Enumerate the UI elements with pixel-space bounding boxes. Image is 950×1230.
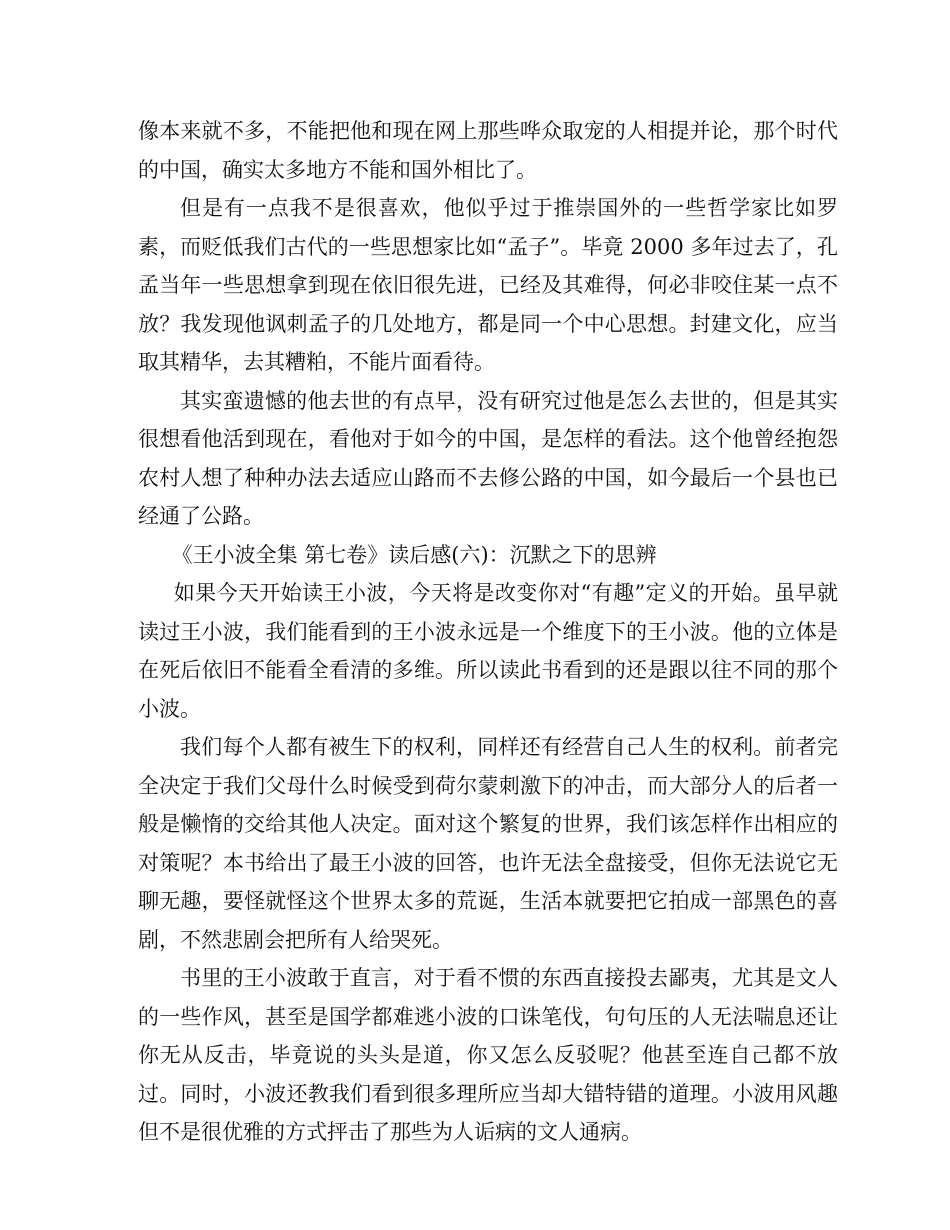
section-title: 《王小波全集 第七卷》读后感(六)：沉默之下的思辨 [171, 542, 657, 567]
paragraph-4: 如果今天开始读王小波，今天将是改变你对“有趣”定义的开始。虽早就读过王小波，我们能看到的王小波永远是一个维度下的王小波。他的立体是在死后依旧不能看全看清的多维。所以读此书看到的还是跟以往不同的那个小波。 [138, 581, 838, 721]
document-body [138, 112, 838, 1152]
paragraph-5: 我们每个人都有被生下的权利，同样还有经营自己人生的权利。前者完全决定于我们父母什么时候受到荷尔蒙刺激下的冲击，而大部分人的后者一般是懒惰的交给其他人决定。面对这个繁复的世界，我们该怎样作出相应的对策呢？本书给出了最王小波的回答，也许无法全盘接受，但你无法说它无聊无趣，要怪就怪这个世界太多的荒诞，生活本就要把它拍成一部黑色的喜剧，不然悲剧会把所有人给哭死。 [138, 735, 838, 952]
paragraph-3: 其实蛮遗憾的他去世的有点早，没有研究过他是怎么去世的，但是其实很想看他活到现在，看他对于如今的中国，是怎样的看法。这个他曾经抱怨农村人想了种种办法去适应山路而不去修公路的中国，如今最后一个县也已经通了公路。 [138, 388, 838, 528]
paragraph-1: 像本来就不多，不能把他和现在网上那些哗众取宠的人相提并论，那个时代的中国，确实太多地方不能和国外相比了。 [138, 119, 838, 182]
paragraph-2: 但是有一点我不是很喜欢，他似乎过于推崇国外的一些哲学家比如罗素，而贬低我们古代的一些思想家比如“孟子”。毕竟 2000 多年过去了，孔孟当年一些思想拿到现在依旧很先进，已经及其难得，何必非咬住某一点不放？我发现他讽刺孟子的几处地方，都是同一个中心思想。封建文化，应当取其精华，去其糟粕，不能片面看待。 [138, 196, 838, 374]
paragraph-6: 书里的王小波敢于直言，对于看不惯的东西直接投去鄙夷，尤其是文人的一些作风，甚至是国学都难逃小波的口诛笔伐，句句压的人无法喘息还让你无从反击，毕竟说的头头是道，你又怎么反驳呢？他甚至连自己都不放过。同时，小波还教我们看到很多理所应当却大错特错的道理。小波用风趣但不是很优雅的方式抨击了那些为人诟病的文人通病。 [138, 966, 838, 1144]
